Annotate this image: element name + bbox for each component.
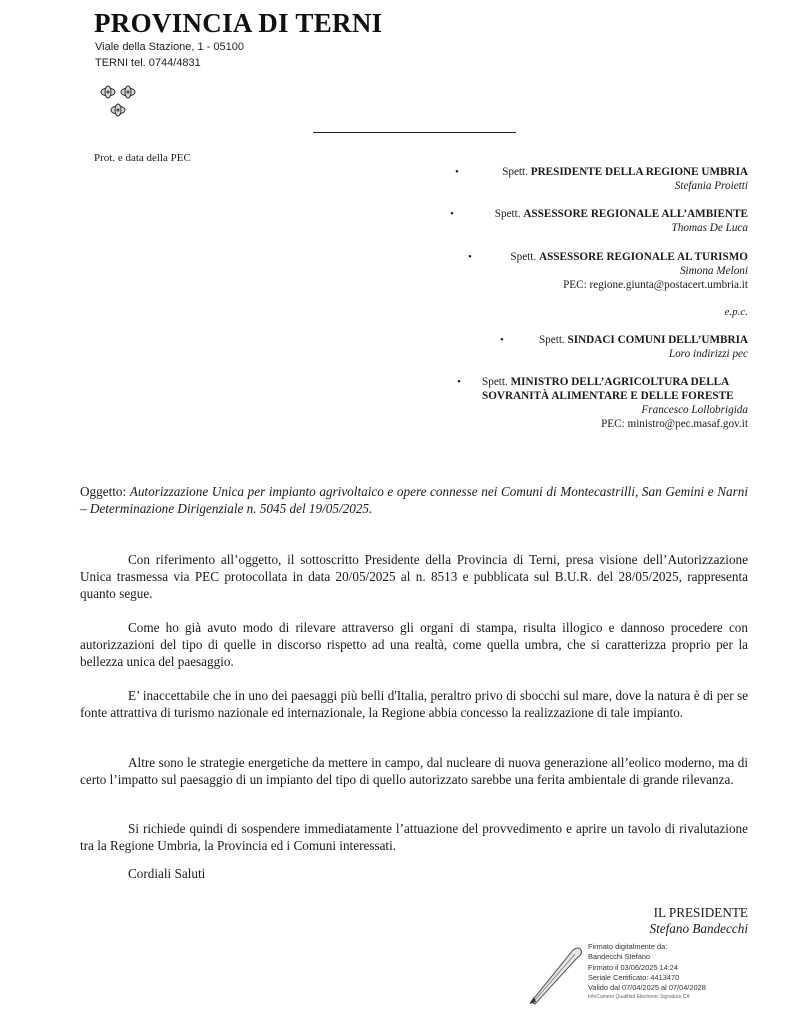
signature-line-3: Firmato il 03/06/2025 14:24 (588, 962, 678, 972)
recipient-name: Stefania Proietti (674, 180, 748, 192)
recipient-prefix: Spett. (510, 251, 537, 263)
paragraph-text: Si richiede quindi di sospendere immediatamente l’attuazione del provvedimento e aprire un tavolo di rivalutazione tra la Regione Umbria, la Provincia ed i Comuni interessati. (80, 821, 748, 853)
paragraph-5 (80, 820, 748, 854)
recipient-4 (500, 334, 748, 364)
recipient-name: Thomas De Luca (671, 222, 748, 234)
signature-line-1: Firmato digitalmente da: (588, 942, 668, 951)
recipient-name: Loro indirizzi pec (668, 348, 748, 360)
signatory-name: Stefano Bandecchi (649, 921, 748, 936)
paragraph-text: E’ inaccettabile che in uno dei paesaggi più belli d'Italia, peraltro privo di sbocchi sul mare, dove la natura è di per se fonte attrattiva di turismo nazionale ed internazionale, la Regione abbia concesso la realizzazione di tale impianto. (80, 688, 748, 720)
recipient-title: MINISTRO DELL’AGRICOLTURA DELLA (510, 376, 730, 388)
signature-line-6: InfoCamere Qualified Electronic Signature CA (588, 994, 690, 1001)
recipient-name: Francesco Lollobrigida (641, 404, 748, 416)
quill-pen-icon (525, 942, 585, 1006)
protocol-label: Prot. e data della PEC (94, 152, 191, 164)
subject-text: Autorizzazione Unica per impianto agrivoltaico e opere connesse nei Comuni di Montecastrilli, San Gemini e Narni – Determinazione Dirigenziale n. 5045 del 19/05/2025. (80, 484, 748, 516)
recipient-title-continued: SOVRANITÀ ALIMENTARE E DELLE FORESTE (482, 390, 734, 402)
bullet-icon: • (500, 334, 504, 346)
recipient-prefix: Spett. (538, 334, 565, 346)
recipient-3 (468, 251, 748, 295)
signature-line-2: Bandecchi Stefano (588, 952, 651, 962)
paragraph-3 (80, 687, 748, 721)
recipient-pec: PEC: ministro@pec.masaf.gov.it (601, 418, 748, 430)
epc-label: e.p.c. (724, 306, 748, 318)
recipient-5 (457, 376, 748, 434)
signatory-role: IL PRESIDENTE (653, 905, 748, 920)
org-name: PROVINCIA DI TERNI (94, 8, 383, 38)
paragraph-text: Altre sono le strategie energetiche da mettere in campo, dal nucleare di nuova generazione all’eolico moderno, ma di certo l’impatto sul paesaggio di un impianto del tipo di quello autorizzato sarebbe una ferita ambientale di grande rilevanza. (80, 755, 748, 787)
recipient-2 (450, 208, 748, 238)
subject-label: Oggetto: (80, 484, 127, 499)
recipient-title: ASSESSORE REGIONALE AL TURISMO (538, 251, 748, 263)
subject (80, 483, 748, 517)
header-divider (313, 132, 516, 133)
bullet-icon: • (468, 251, 472, 263)
bullet-icon: • (450, 208, 454, 220)
paragraph-text: Come ho già avuto modo di rilevare attraverso gli organi di stampa, risulta illogico e dannoso procedere con autorizzazioni del tipo di quelle in discorso rispetto ad una realtà, come quella umbra, che si caratterizza proprio per la bellezza unica del paesaggio. (80, 620, 748, 669)
paragraph-text: Con riferimento all’oggetto, il sottoscritto Presidente della Provincia di Terni, presa visione dell’Autorizzazione Unica trasmessa via PEC protocollata in data 20/05/2025 al n. 8513 e pubblicata sul B.U.R. del 28/05/2025, rappresenta quanto segue. (80, 552, 748, 601)
recipient-title: ASSESSORE REGIONALE ALL’AMBIENTE (523, 208, 748, 220)
phone-line: TERNI tel. 0744/4831 (95, 57, 201, 69)
signature-line-5: Valido dal 07/04/2025 al 07/04/2028 (588, 983, 706, 993)
recipient-pec: PEC: regione.giunta@postacert.umbria.it (563, 279, 748, 291)
province-crest-icon (95, 82, 151, 122)
signatory (649, 905, 748, 937)
paragraph-2 (80, 619, 748, 670)
bullet-icon: • (455, 166, 459, 178)
recipient-name: Simona Meloni (679, 265, 748, 277)
recipient-prefix: Spett. (494, 208, 521, 220)
recipient-prefix: Spett. (502, 166, 528, 178)
signature-line-4: Seriale Certificato: 4413470 (588, 972, 680, 982)
recipient-title: PRESIDENTE DELLA REGIONE UMBRIA (530, 166, 748, 178)
recipient-1 (455, 166, 748, 196)
bullet-icon: • (457, 376, 461, 388)
recipient-title: SINDACI COMUNI DELL’UMBRIA (567, 334, 748, 346)
paragraph-4 (80, 754, 748, 788)
digital-signature-stamp (525, 942, 735, 1012)
address-line: Viale della Stazione, 1 - 05100 (95, 41, 245, 53)
closing: Cordiali Saluti (128, 866, 206, 881)
paragraph-1 (80, 551, 748, 602)
recipient-prefix: Spett. (482, 376, 508, 388)
